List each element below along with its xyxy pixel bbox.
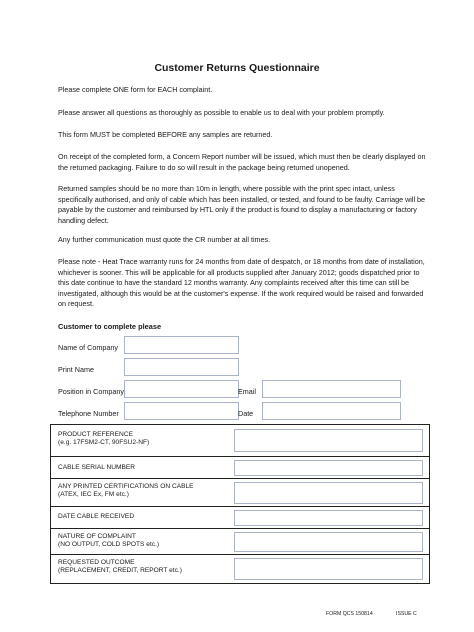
form-code: FORM QCS 150814 xyxy=(326,611,373,617)
section-heading: Customer to complete please xyxy=(58,322,162,331)
requested-outcome-field[interactable] xyxy=(234,558,423,580)
certifications-label: ANY PRINTED CERTIFICATIONS ON CABLE (ATEX, IEC Ex, FM etc.) xyxy=(58,483,194,499)
telephone-field[interactable] xyxy=(124,402,239,420)
certifications-field[interactable] xyxy=(234,482,423,504)
product-details-table xyxy=(50,424,430,584)
complaint-nature-label: NATURE OF COMPLAINT (NO OUTPUT, COLD SPOTS etc.) xyxy=(58,533,160,549)
table-row xyxy=(51,425,429,457)
paragraph-answer-all: Please answer all questions as thoroughly as possible to enable us to deal with your problem promptly. xyxy=(58,108,385,117)
table-row xyxy=(51,529,429,555)
email-field[interactable] xyxy=(262,380,401,398)
position-label: Position in Company xyxy=(58,387,124,396)
product-reference-field[interactable] xyxy=(234,429,423,452)
paragraph-one-form: Please complete ONE form for EACH complaint. xyxy=(58,85,213,94)
paragraph-concern-report: On receipt of the completed form, a Concern Report number will be issued, which must then be clearly displayed on the returned packaging. Failure to do so will result in the package being returned unopened. xyxy=(58,152,426,172)
document-title: Customer Returns Questionnaire xyxy=(154,62,320,74)
requested-outcome-label: REQUESTED OUTCOME (REPLACEMENT, CREDIT, REPORT etc.) xyxy=(58,559,182,575)
company-label: Name of Company xyxy=(58,343,118,352)
paragraph-cr-number: Any further communication must quote the CR number at all times. xyxy=(58,235,271,244)
date-label: Date xyxy=(238,409,254,418)
table-row xyxy=(51,507,429,529)
telephone-label: Telephone Number xyxy=(58,409,119,418)
print-name-label: Print Name xyxy=(58,365,94,374)
position-field[interactable] xyxy=(124,380,239,398)
cable-serial-label: CABLE SERIAL NUMBER xyxy=(58,464,136,471)
table-row xyxy=(51,555,429,583)
paragraph-before-samples: This form MUST be completed BEFORE any samples are returned. xyxy=(58,130,273,139)
table-row xyxy=(51,479,429,507)
product-reference-label: PRODUCT REFERENCE (e.g. 17FSM2-CT, 90FSU2-NF) xyxy=(58,431,150,447)
email-label: Email xyxy=(238,387,256,396)
cable-serial-field[interactable] xyxy=(234,460,423,476)
paragraph-returned-samples: Returned samples should be no more than 10m in length, where possible with the print spec intact, unless specifically authorised, and only of cable which has been installed, or tested, and found to be faulty. Carriage will be payable by the customer and reimbursed by HTL only if the product is found to display a manufacturing or factory handling defect. xyxy=(58,184,426,225)
print-name-field[interactable] xyxy=(124,358,239,376)
company-field[interactable] xyxy=(124,336,239,354)
date-received-field[interactable] xyxy=(234,510,423,526)
date-received-label: DATE CABLE RECEIVED xyxy=(58,513,135,520)
table-row xyxy=(51,457,429,479)
complaint-nature-field[interactable] xyxy=(234,532,423,552)
issue-label: ISSUE C xyxy=(396,611,417,617)
paragraph-warranty-note: Please note - Heat Trace warranty runs for 24 months from date of despatch, or 18 months from date of installation, whichever is sooner. This will be applicable for all products supplied after January 2012; goods dispatched prior to this date continue to have the standard 12 months warranty. Any complaints received after this time can still be investigated, although this would be at the customer's expense. If the work required would be raised and forwarded on request. xyxy=(58,257,425,309)
date-field[interactable] xyxy=(262,402,401,420)
